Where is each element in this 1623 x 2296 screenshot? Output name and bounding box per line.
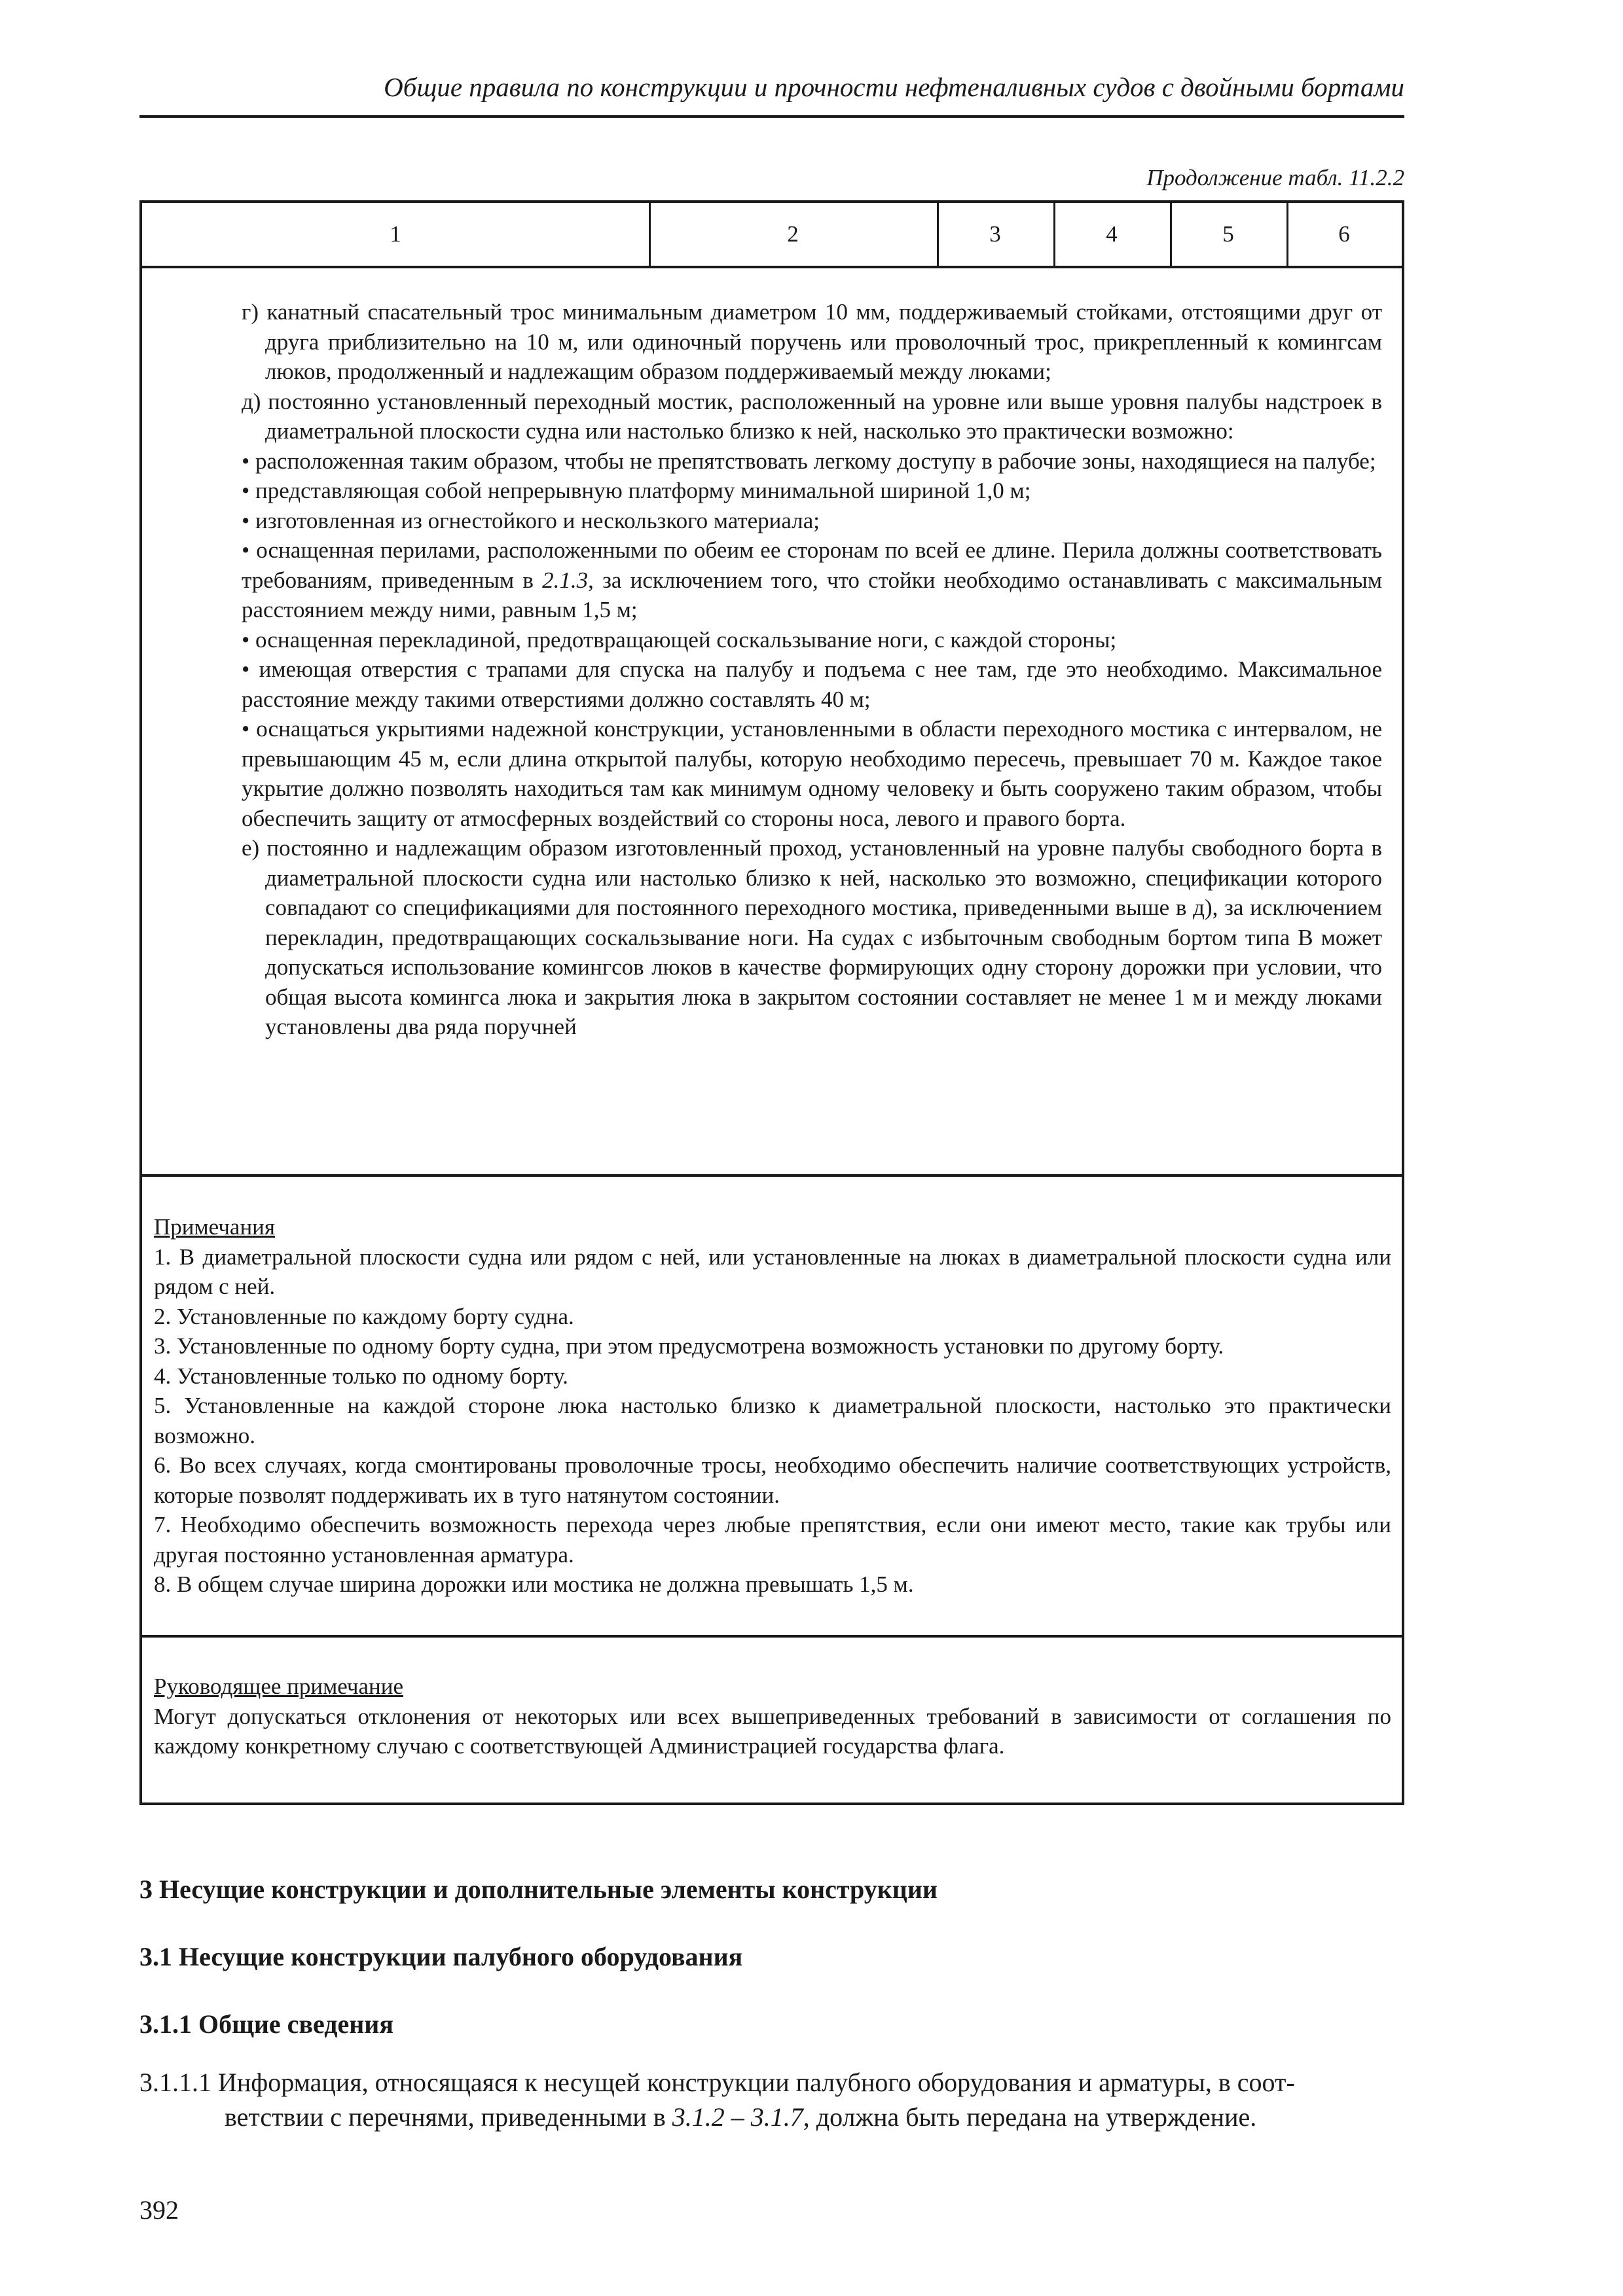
note-item: 7. Необходимо обеспечить возможность перехода через любые препятствия, если они имеют место, такие как трубы или другая постоянно установленная арматура.	[154, 1512, 1391, 1568]
list-item	[242, 535, 1382, 625]
paragraph-line: 3.1.1.1 Информация, относящаяся к несущей конструкции палубного оборудования и арматуры, в соот-	[139, 2068, 1295, 2097]
page-number: 392	[139, 2195, 179, 2225]
list-item: • изготовленная из огнестойкого и нескользкого материала;	[242, 507, 820, 533]
guidance-note-text: Могут допускаться отклонения от некоторых или всех вышеприведенных требований в зависимости от соглашения по каждому конкретному случаю с соответствующей Администрацией государства флага.	[154, 1703, 1391, 1759]
list-item: • имеющая отверстия с трапами для спуска на палубу и подъема с нее там, где это необходимо. Максимальное расстояние между такими отверстиями должно составлять 40 м;	[242, 656, 1382, 712]
section-heading-3-1-1: 3.1.1 Общие сведения	[139, 2009, 393, 2039]
note-item: 5. Установленные на каждой стороне люка настолько близко к диаметральной плоскости, настолько это практически возможно.	[154, 1393, 1391, 1448]
guidance-note	[154, 1672, 1391, 1761]
text-fragment: , должна быть передана на утверждение.	[803, 2102, 1257, 2132]
list-item: д) постоянно установленный переходный мостик, расположенный на уровне или выше уровня палубы надстроек в диаметральной плоскости судна или настолько близко к ней, насколько это практически возможно:	[242, 388, 1382, 444]
note-item: 8. В общем случае ширина дорожки или мостика не должна превышать 1,5 м.	[154, 1571, 914, 1597]
section-heading-3: 3 Несущие конструкции и дополнительные элементы конструкции	[139, 1874, 938, 1904]
text-fragment: • оснащенная перилами, расположенными по обеим ее сторонам по всей ее длине. Перила должны соответствовать требованиям, приведенным в	[242, 537, 1382, 593]
running-header: Общие правила по конструкции и прочности нефтеналивных судов с двойными бортами	[384, 72, 1404, 102]
list-item: • оснащаться укрытиями надежной конструкции, установленными в области переходного мостика с интервалом, не превышающим 45 м, если длина открытой палубы, которую необходимо пересечь, превышает 70 м. Каждое такое укрытие должно позволять находиться там как минимум одному человеку и быть сооружено таким образом, чтобы обеспечить защиту от атмосферных воздействий со стороны носа, левого и правого борта.	[242, 716, 1382, 831]
column-number-4: 4	[1106, 221, 1118, 247]
row-divider	[142, 1174, 1402, 1177]
list-item: е) постоянно и надлежащим образом изготовленный проход, установленный на уровне палубы свободного борта в диаметральной плоскости судна или настолько близко к ней, насколько это возможно, спецификации которого совпадают со спецификациями для постоянного переходного мостика, приведенными выше в д), за исключением перекладин, предотвращающих соскальзывание ноги. На судах с избыточным свободным бортом типа B может допускаться использование комингсов люков в качестве формирующих одну сторону дорожки при условии, что общая высота комингса люка и закрытия люка в закрытом состоянии составляет не менее 1 м и между люками установлены два ряда поручней	[242, 835, 1382, 1039]
table-main-content	[242, 297, 1382, 1042]
column-number-1: 1	[390, 221, 401, 247]
column-number-3: 3	[989, 221, 1001, 247]
list-item: г) канатный спасательный трос минимальным диаметром 10 мм, поддерживаемый стойками, отстоящими друг от друга приблизительно на 10 м, или одиночный поручень или проволочный трос, прикрепленный к комингсам люков, продолженный и надлежащим образом поддерживаемый между люками;	[242, 299, 1382, 384]
column-number-2: 2	[787, 221, 799, 247]
table-11-2-2	[139, 200, 1404, 1805]
text-fragment: ветствии с перечнями, приведенными в	[225, 2102, 672, 2132]
column-number-6: 6	[1338, 221, 1350, 247]
notes-title: Примечания	[154, 1214, 276, 1240]
note-item: 6. Во всех случаях, когда смонтированы проволочные тросы, необходимо обеспечить наличие соответствующих устройств, которые позволят поддерживать их в туго натянутом состоянии.	[154, 1452, 1391, 1508]
section-heading-3-1: 3.1 Несущие конструкции палубного оборудования	[139, 1942, 743, 1971]
cross-reference: 2.1.3	[542, 567, 589, 593]
guidance-note-title: Руководящее примечание	[154, 1674, 404, 1699]
row-divider	[142, 266, 1402, 268]
note-item: 2. Установленные по каждому борту судна.	[154, 1303, 574, 1329]
table-continuation-label: Продолжение табл. 11.2.2	[1146, 165, 1404, 190]
note-item: 3. Установленные по одному борту судна, при этом предусмотрена возможность установки по другому борту.	[154, 1333, 1224, 1359]
column-number-5: 5	[1222, 221, 1234, 247]
paragraph-3-1-1-1	[139, 2065, 1404, 2134]
header-rule	[139, 115, 1404, 118]
cross-reference: 3.1.2 – 3.1.7	[672, 2102, 803, 2132]
note-item: 4. Установленные только по одному борту.	[154, 1363, 568, 1389]
list-item: • представляющая собой непрерывную платформу минимальной шириной 1,0 м;	[242, 478, 1031, 503]
list-item: • оснащенная перекладиной, предотвращающей соскальзывание ноги, с каждой стороны;	[242, 626, 1117, 653]
paragraph-line	[139, 2100, 1404, 2134]
note-item: 1. В диаметральной плоскости судна или рядом с ней, или установленные на люках в диаметральной плоскости судна или рядом с ней.	[154, 1244, 1391, 1299]
list-item: • расположенная таким образом, чтобы не препятствовать легкому доступу в рабочие зоны, находящиеся на палубе;	[242, 448, 1376, 474]
table-notes	[154, 1212, 1391, 1600]
text-fragment: , за исключением того, что стойки необходимо останавливать с максимальным расстоянием между ними, равным 1,5 м;	[242, 567, 1382, 622]
row-divider	[142, 1635, 1402, 1638]
